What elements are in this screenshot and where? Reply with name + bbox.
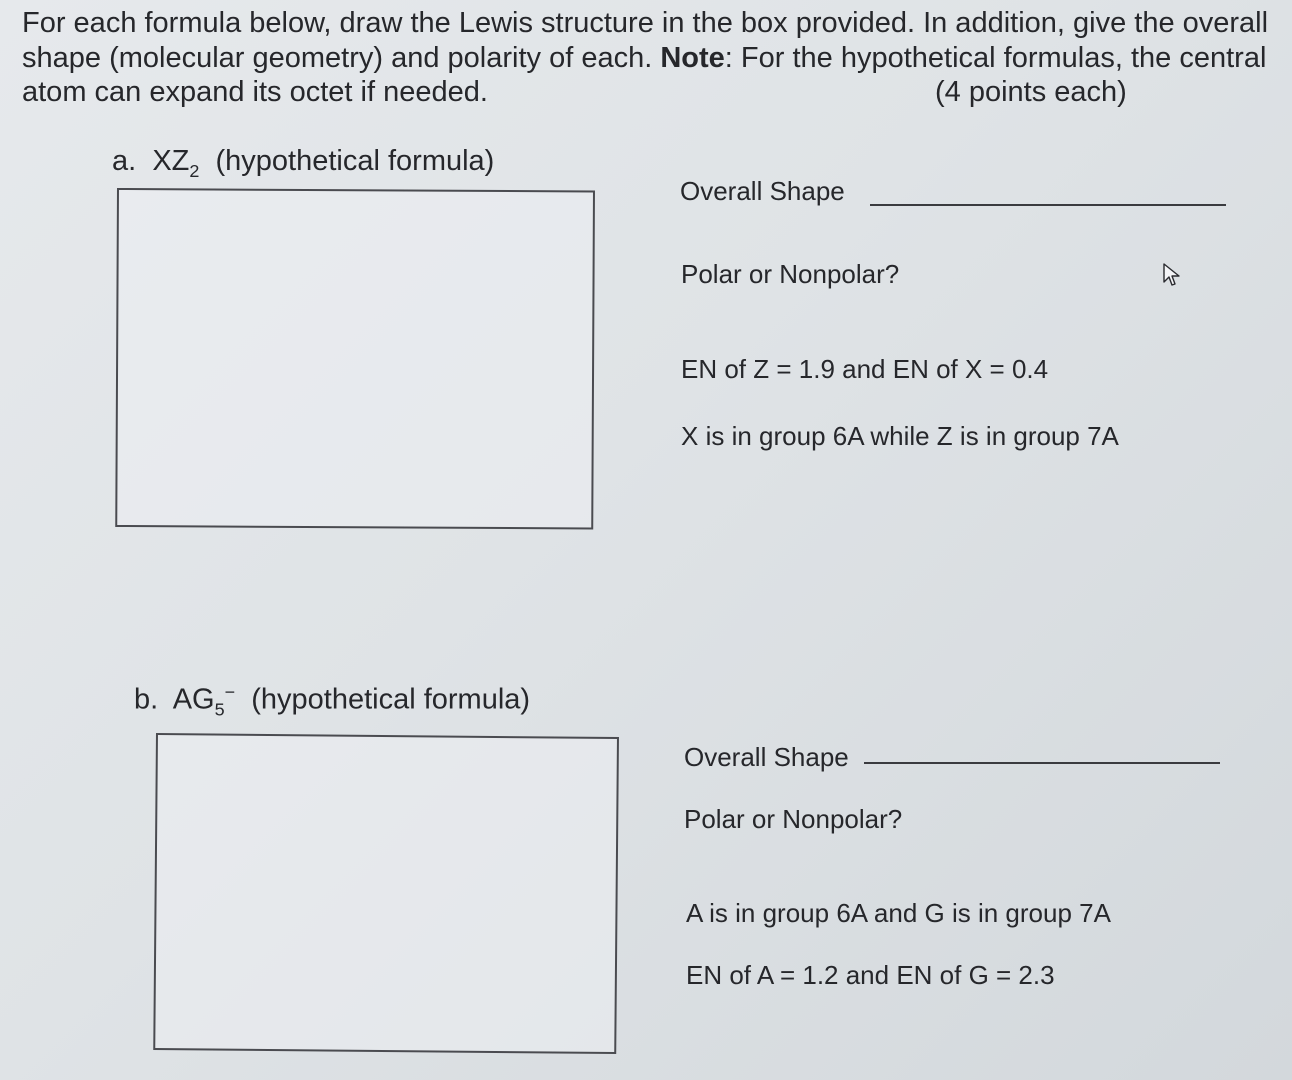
instructions-text: For each formula below, draw the Lewis structure in the box provided. In addition, give the overall <box>22 7 1269 39</box>
mouse-cursor-icon <box>1162 262 1184 288</box>
formula-main: AG <box>172 683 215 716</box>
overall-shape-label-a <box>680 176 845 207</box>
polar-label-a <box>681 259 899 290</box>
info-groups-a <box>681 421 1119 452</box>
field-label: Overall Shape <box>680 176 845 206</box>
field-label: Polar or Nonpolar? <box>684 804 903 834</box>
field-label: Overall Shape <box>684 742 849 772</box>
points-text: (4 points each) <box>935 76 1127 108</box>
note-label: Note <box>660 42 725 74</box>
info-groups-b <box>686 898 1111 929</box>
question-a-label <box>112 145 494 182</box>
formula-note: (hypothetical formula) <box>251 683 531 716</box>
info-electronegativity-b <box>686 960 1055 991</box>
formula-superscript: − <box>224 682 236 702</box>
instructions-line-1 <box>22 6 1268 40</box>
question-b-label <box>134 682 530 720</box>
info-text: EN of A = 1.2 and EN of G = 2.3 <box>686 960 1055 990</box>
overall-shape-answer-line-a[interactable] <box>870 204 1226 206</box>
question-letter: b. <box>134 683 159 716</box>
info-text: X is in group 6A while Z is in group 7A <box>681 421 1119 451</box>
points-label <box>935 75 1127 109</box>
info-text: EN of Z = 1.9 and EN of X = 0.4 <box>681 354 1049 384</box>
instructions-text: shape (molecular geometry) and polarity of each. <box>22 42 653 74</box>
info-text: A is in group 6A and G is in group 7A <box>686 898 1111 928</box>
question-letter: a. <box>112 145 137 177</box>
formula-subscript: 5 <box>214 699 225 720</box>
formula-subscript: 2 <box>189 160 200 181</box>
overall-shape-answer-line-b[interactable] <box>864 762 1220 764</box>
lewis-structure-box-b[interactable] <box>153 733 619 1054</box>
instructions-line-3 <box>22 75 488 109</box>
lewis-structure-box-a[interactable] <box>115 188 595 529</box>
field-label: Polar or Nonpolar? <box>681 259 900 289</box>
instructions-text: atom can expand its octet if needed. <box>22 76 488 108</box>
instructions-text: : For the hypothetical formulas, the central <box>724 42 1267 74</box>
info-electronegativity-a <box>681 354 1048 385</box>
polar-label-b <box>684 804 902 835</box>
overall-shape-label-b <box>684 742 849 773</box>
formula-main: XZ <box>152 145 190 177</box>
instructions-line-2 <box>22 41 1266 75</box>
formula-note: (hypothetical formula) <box>215 145 495 177</box>
